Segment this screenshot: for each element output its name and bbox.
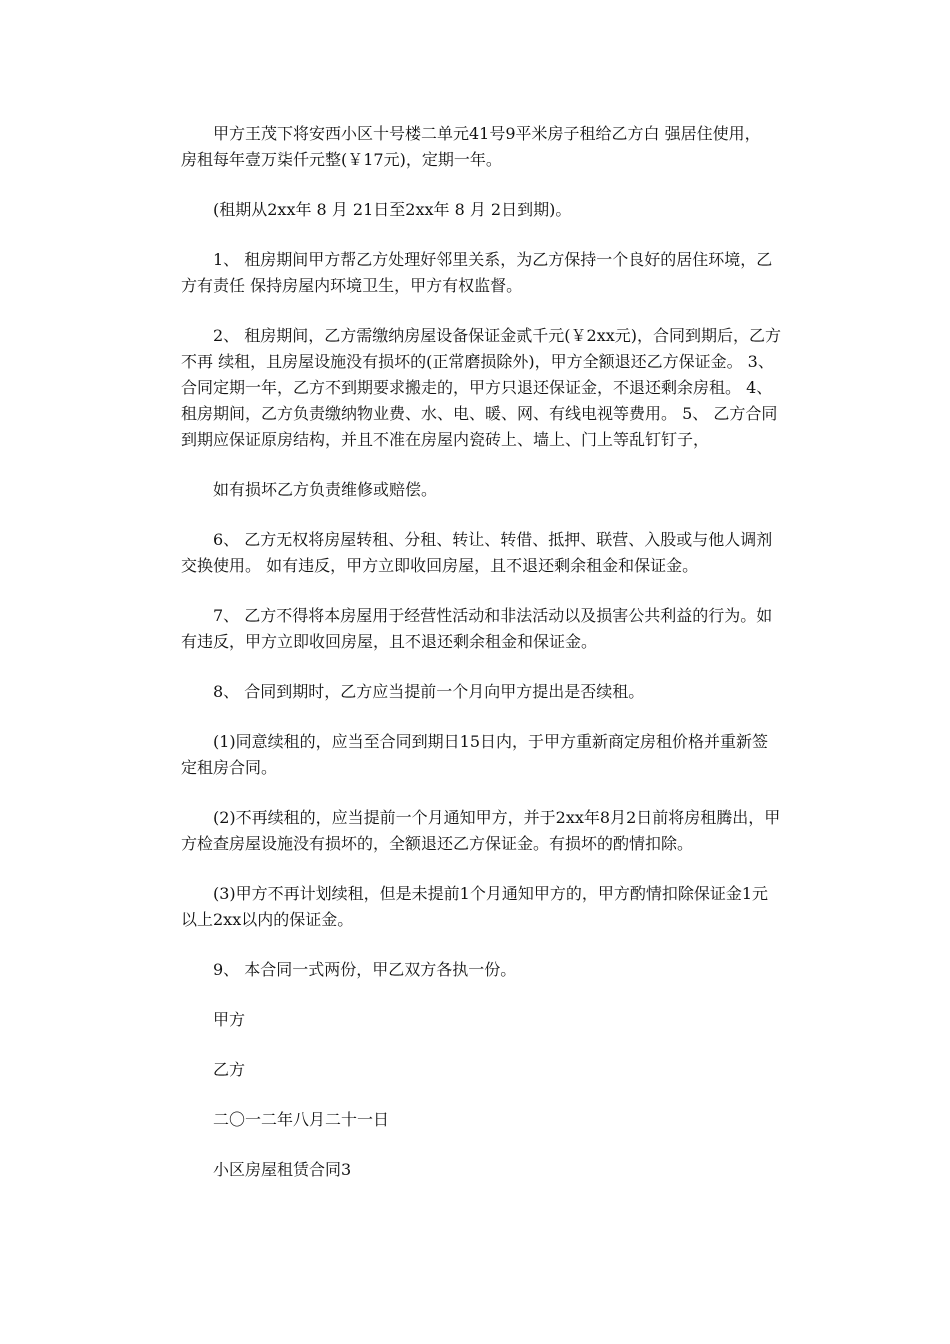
paragraph-clause-9: 9、 本合同一式两份，甲乙双方各执一份。 (213, 960, 517, 979)
paragraph-clause-8-1: (1)同意续租的，应当至合同到期日15日内，于甲方重新商定房租价格并重新签定租房合同。 (181, 732, 769, 777)
next-contract-title: 小区房屋租赁合同3 (213, 1160, 352, 1179)
paragraph-clause-7: 7、 乙方不得将本房屋用于经营性活动和非法活动以及损害公共利益的行为。如有违反，甲方立即收回房屋，且不退还剩余租金和保证金。 (181, 606, 773, 651)
paragraph-intro: 甲方王茂下将安西小区十号楼二单元41号9平米房子租给乙方白 强居住使用， 房租每年壹万柒仟元整(￥17元)，定期一年。 (181, 124, 761, 169)
paragraph-clause-1: 1、 租房期间甲方帮乙方处理好邻里关系，为乙方保持一个良好的居住环境，乙方有责任 保持房屋内环境卫生，甲方有权监督。 (181, 250, 773, 295)
paragraph-clause-8-2: (2)不再续租的，应当提前一个月通知甲方，并于2xx年8月2日前将房租腾出，甲方检查房屋设施没有损坏的，全额退还乙方保证金。有损坏的酌情扣除。 (181, 808, 781, 853)
paragraph-clause-2-5: 2、 租房期间，乙方需缴纳房屋设备保证金贰千元(￥2xx元)，合同到期后，乙方不再 续租，且房屋设施没有损坏的(正常磨损除外)，甲方全额退还乙方保证金。 3、 合同定期一年，乙方不到期要求搬走的，甲方只退还保证金，不退还剩余房租。 4、 租房期间，乙方负责缴纳物业费、水、电、暖、网、有线电视等费用。 5、 乙方合同到期应保证原房结构，并且不准在房屋内瓷砖上、墙上、门上等乱钉钉子， (181, 326, 781, 449)
paragraph-clause-8-3: (3)甲方不再计划续租，但是未提前1个月通知甲方的，甲方酌情扣除保证金1元以上2xx以内的保证金。 (181, 884, 769, 929)
paragraph-clause-8: 8、 合同到期时，乙方应当提前一个月向甲方提出是否续租。 (213, 682, 645, 701)
paragraph-damage: 如有损坏乙方负责维修或赔偿。 (213, 480, 438, 499)
party-b-label: 乙方 (213, 1060, 246, 1079)
document-body (181, 121, 781, 1207)
signing-date: 二〇一二年八月二十一日 (213, 1110, 390, 1129)
paragraph-lease-term: (租期从2xx年 8 月 21日至2xx年 8 月 2日到期)。 (213, 200, 572, 219)
party-a-label: 甲方 (213, 1010, 246, 1029)
paragraph-clause-6: 6、 乙方无权将房屋转租、分租、转让、转借、抵押、联营、入股或与他人调剂交换使用。 如有违反，甲方立即收回房屋，且不退还剩余租金和保证金。 (181, 530, 773, 575)
